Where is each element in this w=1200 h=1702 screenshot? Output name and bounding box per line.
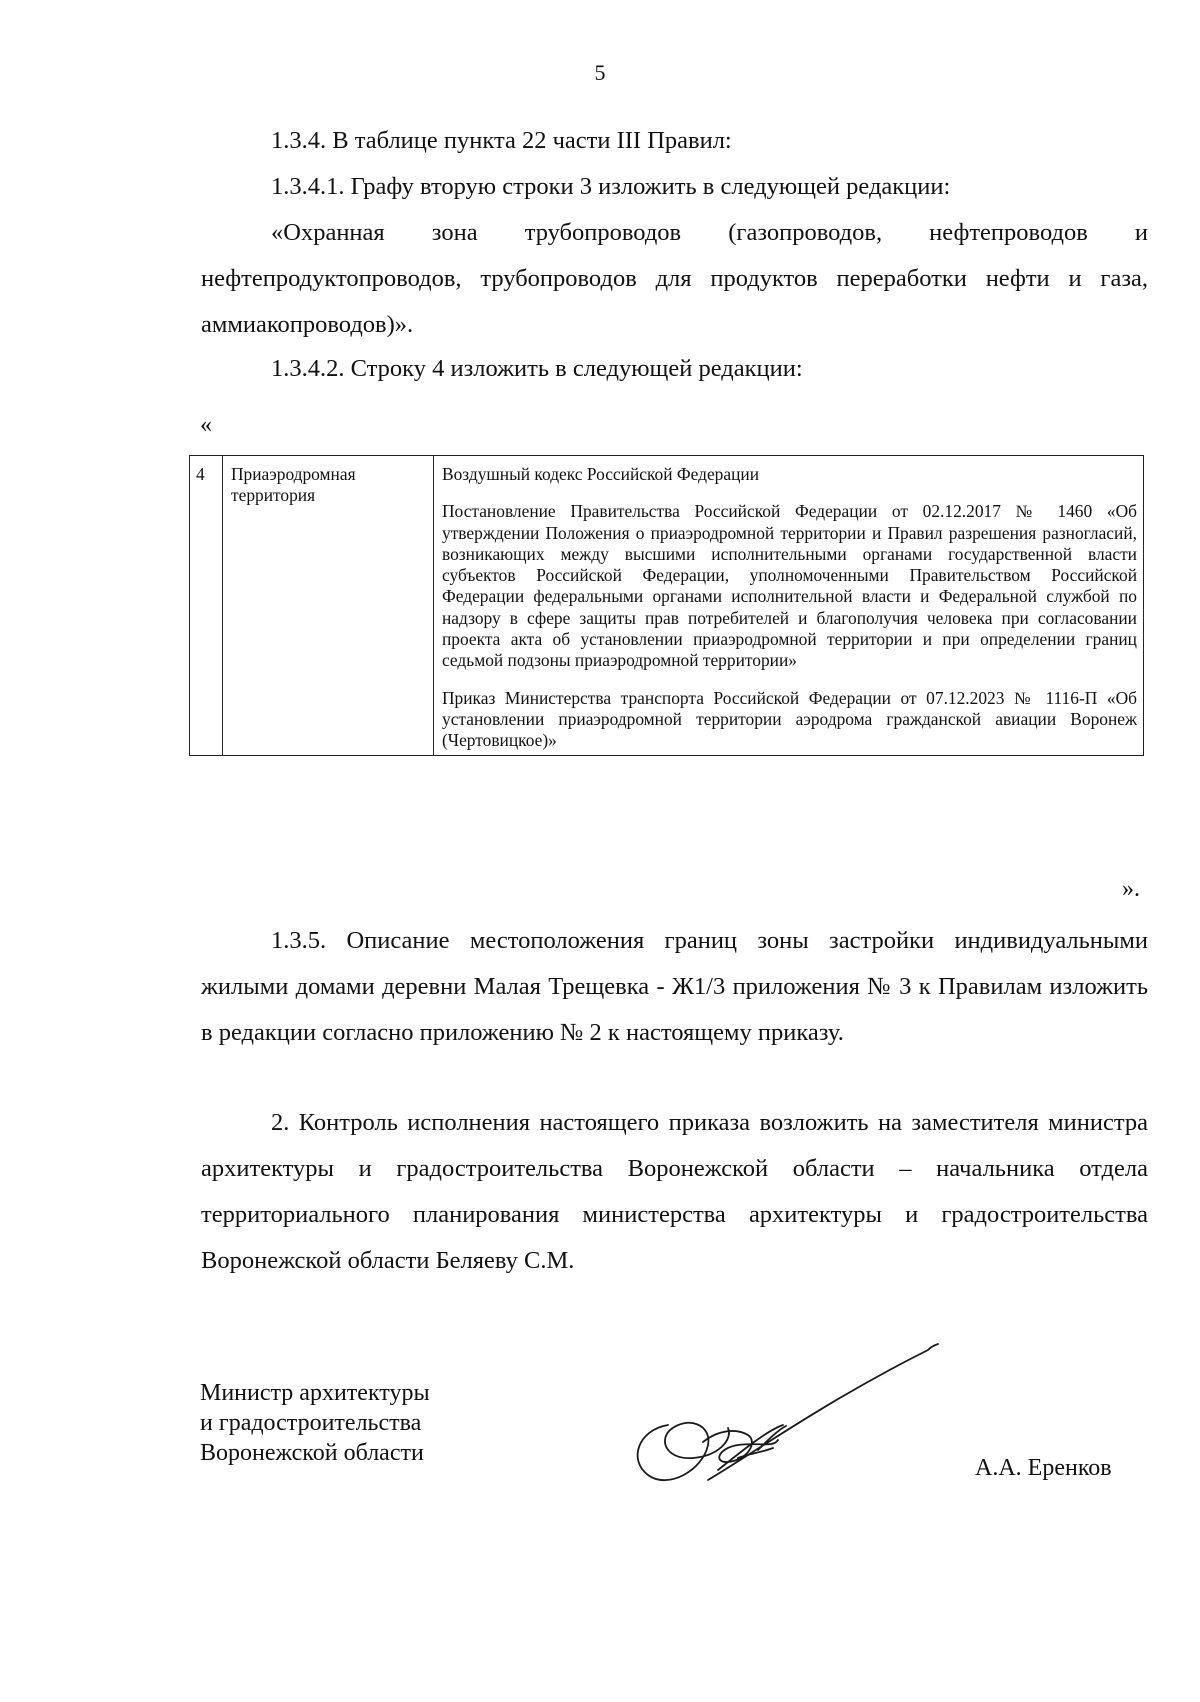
signatory-name: А.А. Еренков [975,1455,1112,1481]
paragraph-1-3-4-2: 1.3.4.2. Строку 4 изложить в следующей редакции: [271,355,803,382]
paragraph-1-3-5: 1.3.5. Описание местоположения границ зоны застройки индивидуальными жилыми домами деревни Малая Трещевка - Ж1/3 приложения № 3 к Правилам изложить в редакции согласно приложению № 2 к настоящему приказу. [201,927,1148,1046]
signatory-position-line: Воронежской области [200,1440,424,1466]
document-transport-order: Приказ Министерства транспорта Российской Федерации от 07.12.2023 № 1116-П «Об установлении приаэродромной территории аэродрома гражданской авиации Воронеж (Чертовицкое)» [442,687,1137,751]
closing-quote-mark: ». [1122,876,1140,902]
paragraph-protection-zone-quote: «Охранная зона трубопроводов (газопроводов, нефтепроводов и нефтепродуктопроводов, трубопроводов для продуктов переработки нефти и газа, аммиакопроводов)». [201,219,1148,338]
table-row [190,456,1144,756]
opening-quote-mark: « [200,412,212,438]
document-air-code: Воздушный кодекс Российской Федерации [442,464,760,484]
zone-name-cell: Приаэродромная территория [223,456,434,756]
paragraph-1-3-4-1: 1.3.4.1. Графу вторую строки 3 изложить в следующей редакции: [271,173,951,200]
documents-cell [434,456,1144,756]
signatory-position-line: и градостроительства [200,1410,422,1436]
signatory-position [200,1378,430,1468]
paragraph-2: 2. Контроль исполнения настоящего приказа возложить на заместителя министра архитектуры и градостроительства Воронежской области – начальника отдела территориального планирования министерства архитектуры и градостроительства Воронежской области Беляеву С.М. [201,1109,1148,1274]
regulation-table [189,455,1144,756]
signatory-position-line: Министр архитектуры [200,1380,430,1406]
page-number: 5 [594,60,606,85]
row-number-cell: 4 [190,456,223,756]
paragraph-1-3-4: 1.3.4. В таблице пункта 22 части III Правил: [271,127,732,154]
document-government-decree: Постановление Правительства Российской Федерации от 02.12.2017 № 1460 «Об утверждении Положения о приаэродромной территории и Правил разрешения разногласий, возникающих между высшими исполнительными органами государственной власти субъектов Российской Федерации, уполномоченными Правительством Российской Федерации федеральными органами исполнительной власти и Федеральной службой по надзору в сфере защиты прав потребителей и благополучия человека при согласовании проекта акта об установлении приаэродромной территории и при определении границ седьмой подзоны приаэродромной территории» [442,501,1137,671]
handwritten-signature [608,1330,948,1510]
